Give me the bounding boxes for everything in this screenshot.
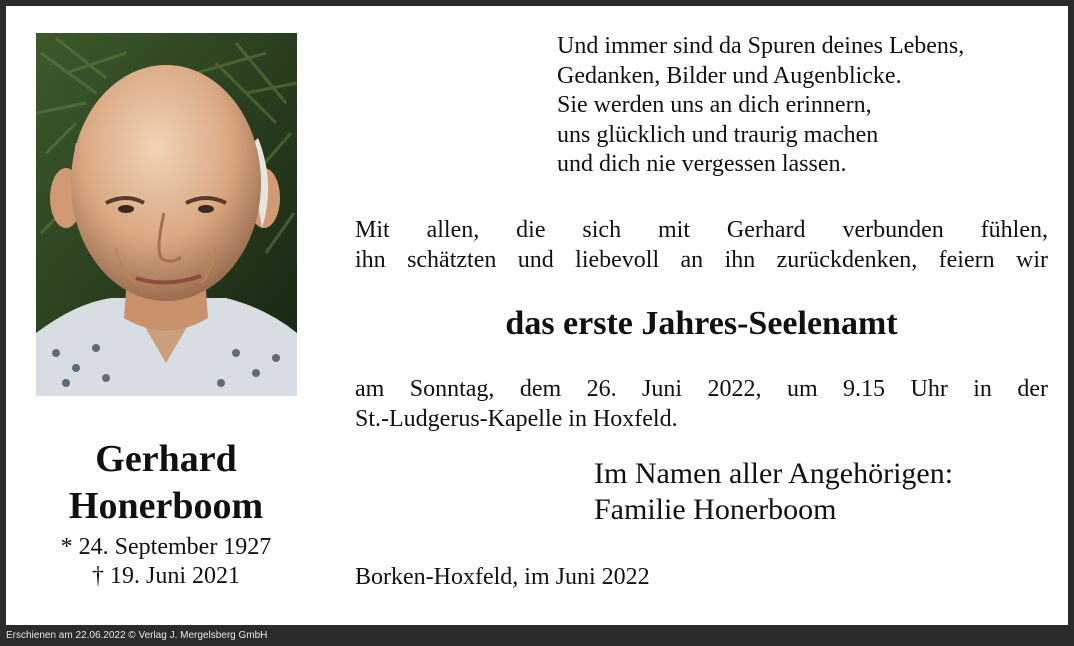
portrait-illustration [36,33,297,396]
intro-text [355,215,1048,275]
deceased-name [6,436,326,530]
place-date: Borken-Hoxfeld, im Juni 2022 [355,564,650,590]
first-name: Gerhard [95,438,237,480]
last-name: Honerboom [68,485,264,527]
memorial-poem [557,32,964,180]
life-dates [6,533,326,591]
intro-line-1: Mit allen, die sich mit Gerhard verbunden fühlen, [355,217,1048,243]
poem-line: Und immer sind da Spuren deines Lebens, [557,33,965,59]
birth-date: * 24. September 1927 [60,534,272,560]
poem-line: Sie werden uns an dich erinnern, [557,92,872,118]
family-signature [594,456,953,528]
service-line-2: St.-Ludgerus-Kapelle in Hoxfeld. [355,406,678,432]
death-date: † 19. Juni 2021 [91,563,240,589]
event-headline: das erste Jahres-Seelenamt [505,305,898,342]
publication-footer: Erschienen am 22.06.2022 © Verlag J. Mergelsberg GmbH [6,630,268,641]
poem-line: und dich nie vergessen lassen. [557,151,847,177]
poem-line: uns glücklich und traurig machen [557,121,879,148]
service-line-1: am Sonntag, dem 26. Juni 2022, um 9.15 Uhr in der [355,376,1048,402]
portrait-photo [36,33,297,396]
obituary-card [6,6,1068,625]
signature-line-2: Familie Honerboom [594,493,837,526]
intro-line-2: ihn schätzten und liebevoll an ihn zurückdenken, feiern wir [355,247,1048,273]
signature-line-1: Im Namen aller Angehörigen: [594,457,954,490]
poem-line: Gedanken, Bilder und Augenblicke. [557,62,902,89]
service-details [355,374,1048,434]
